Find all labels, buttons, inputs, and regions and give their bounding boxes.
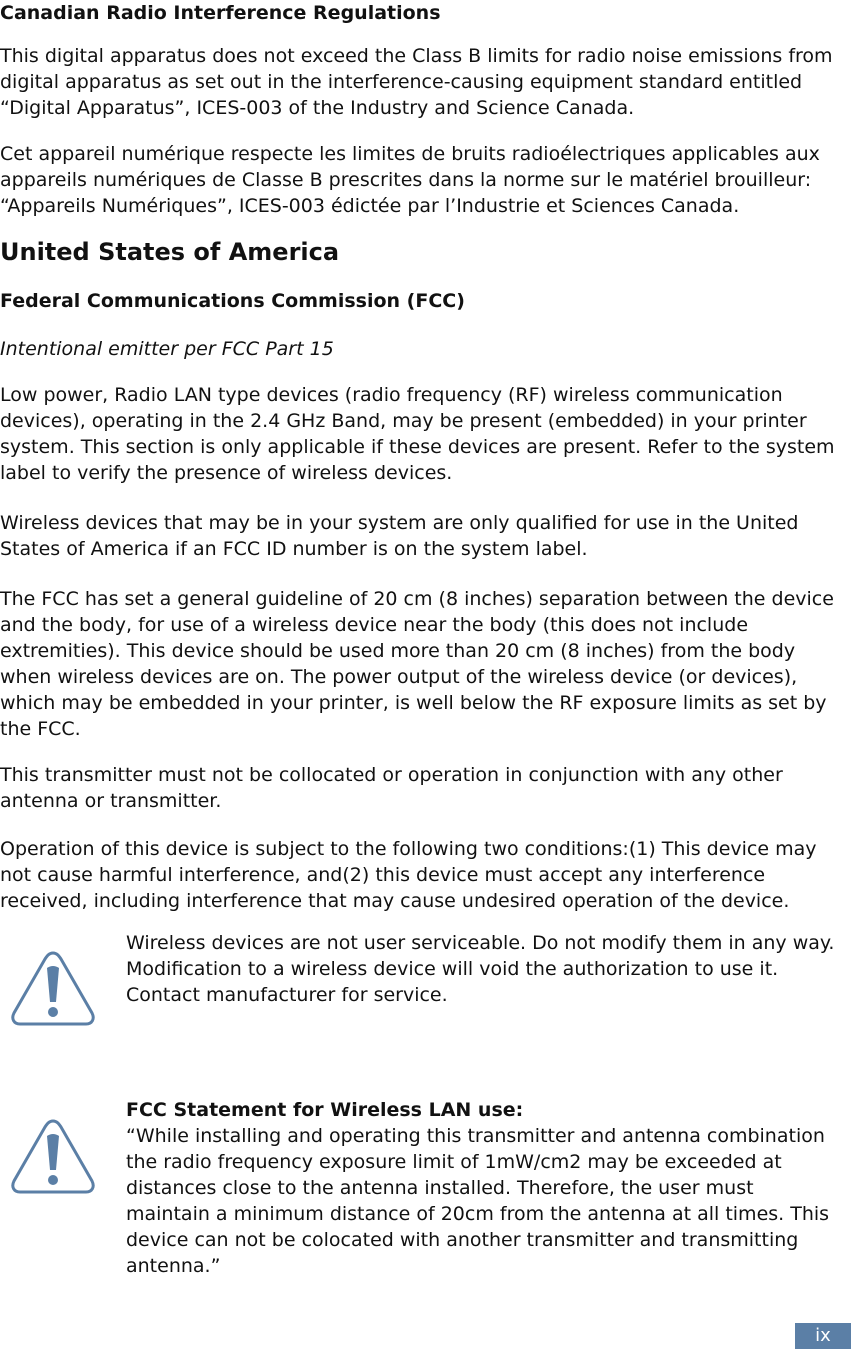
page-number: ix — [795, 1323, 851, 1349]
warning-text: Wireless devices are not user serviceable. Do not modify them in any way. Modification to a wireless device will void the authorization to use it. Contact manufacturer for service. — [126, 932, 835, 1006]
fcc-statement-title: FCC Statement for Wireless LAN use: — [126, 1099, 524, 1121]
fcc-subheading: Intentional emitter per FCC Part 15 — [0, 338, 334, 360]
fcc-heading: Federal Communications Commission (FCC) — [0, 290, 465, 312]
usa-heading: United States of America — [0, 238, 340, 266]
warning-icon — [10, 1118, 96, 1194]
warning-icon — [10, 950, 96, 1026]
fcc-paragraph: The FCC has set a general guideline of 20 cm (8 inches) separation between the device and the body, for use of a wireless device near the body (this does not include extremities). This device should be used more than 20 cm (8 inches) from the body when wireless devices are on. The power output of the wireless device (or devices), which may be embedded in your printer, is well below the RF exposure limits as set by the FCC. — [0, 588, 834, 740]
canada-paragraph-fr: Cet appareil numérique respecte les limites de bruits radioélectriques applicables aux appareils numériques de Classe B prescrites dans la norme sur le matériel brouilleur: “Appareils Numériques”, ICES-003 édictée par l’Industrie et Sciences Canada. — [0, 143, 820, 217]
fcc-statement-text: “While installing and operating this transmitter and antenna combination the radio frequency exposure limit of 1mW/cm2 may be exceeded at distances close to the antenna installed. Therefore, the user must maintain a minimum distance of 20cm from the antenna at all times. This device can not be colocated with another transmitter and transmitting antenna.” — [126, 1125, 830, 1277]
canada-heading: Canadian Radio Interference Regulations — [0, 2, 441, 24]
canada-paragraph-en: This digital apparatus does not exceed the Class B limits for radio noise emissions from digital apparatus as set out in the interference-causing equipment standard entitled “Digital Apparatus”, ICES-003 of the Industry and Science Canada. — [0, 45, 833, 119]
fcc-paragraph: This transmitter must not be collocated or operation in conjunction with any other antenna or transmitter. — [0, 764, 783, 812]
fcc-paragraph: Operation of this device is subject to the following two conditions:(1) This device may not cause harmful interference, and(2) this device must accept any interference received, including interference that may cause undesired operation of the device. — [0, 838, 817, 912]
fcc-paragraph: Wireless devices that may be in your system are only qualified for use in the United States of America if an FCC ID number is on the system label. — [0, 512, 799, 560]
fcc-paragraph: Low power, Radio LAN type devices (radio frequency (RF) wireless communication devices), operating in the 2.4 GHz Band, may be present (embedded) in your printer system. This section is only applicable if these devices are present. Refer to the system label to verify the presence of wireless devices. — [0, 384, 835, 484]
